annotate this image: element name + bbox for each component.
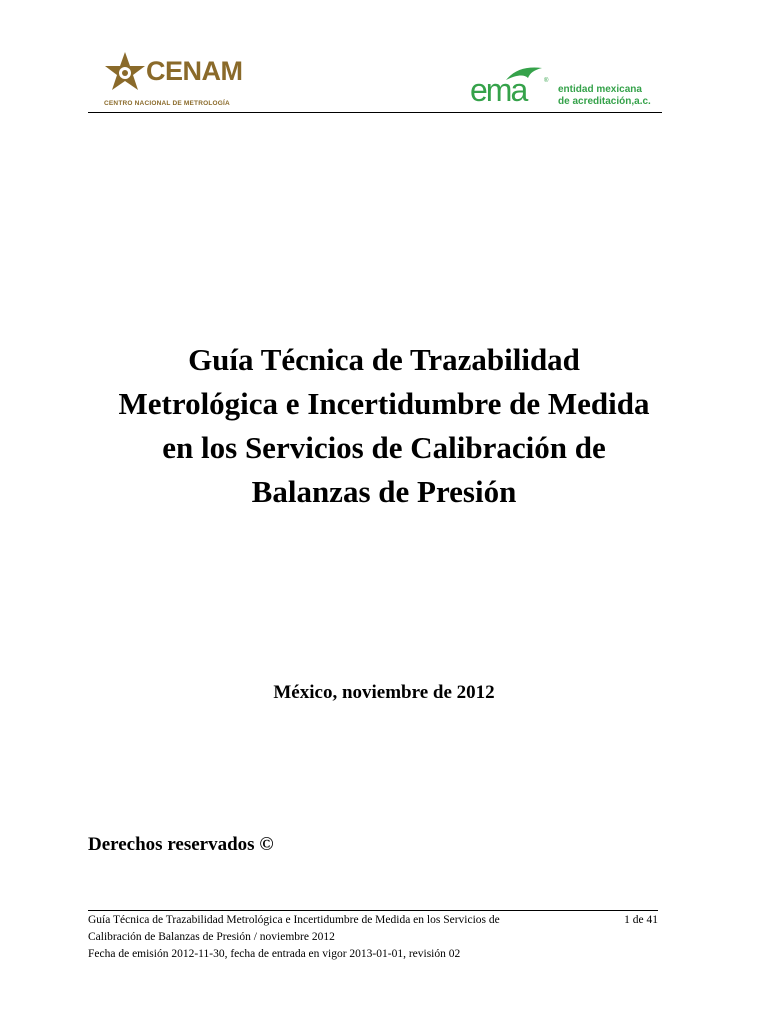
ema-registered-mark: ®: [544, 78, 549, 84]
cenam-star-icon: [102, 50, 148, 100]
footer-line2: Calibración de Balanzas de Presión / noviembre 2012: [88, 931, 335, 943]
page-footer: [88, 910, 658, 970]
title-line4: Balanzas de Presión: [251, 474, 517, 509]
page-number: 1 de 41: [624, 914, 658, 926]
title-line1: Guía Técnica de Trazabilidad: [188, 342, 580, 377]
title-line2: Metrológica e Incertidumbre de Medida: [118, 386, 650, 421]
footer-line1: Guía Técnica de Trazabilidad Metrológica e Incertidumbre de Medida en los Servicios de: [88, 914, 500, 926]
footer-rule: [88, 910, 658, 911]
cenam-logo: [102, 50, 252, 110]
ema-description-line1: entidad mexicana: [558, 84, 642, 95]
cenam-name: CENAM: [146, 56, 243, 86]
copyright-notice: Derechos reservados ©: [88, 834, 274, 855]
document-title: [60, 338, 708, 514]
place-date: México, noviembre de 2012: [273, 682, 495, 703]
ema-description-line2: de acreditación,a.c.: [558, 96, 651, 107]
ema-logo: [470, 64, 660, 108]
ema-name: ema: [470, 72, 527, 108]
page-header: [88, 44, 662, 113]
footer-line3: Fecha de emisión 2012-11-30, fecha de entrada en vigor 2013-01-01, revisión 02: [88, 948, 461, 960]
title-line3: en los Servicios de Calibración de: [162, 430, 606, 465]
cenam-subtitle: CENTRO NACIONAL DE METROLOGÍA: [104, 100, 230, 107]
ema-description: [558, 84, 651, 108]
